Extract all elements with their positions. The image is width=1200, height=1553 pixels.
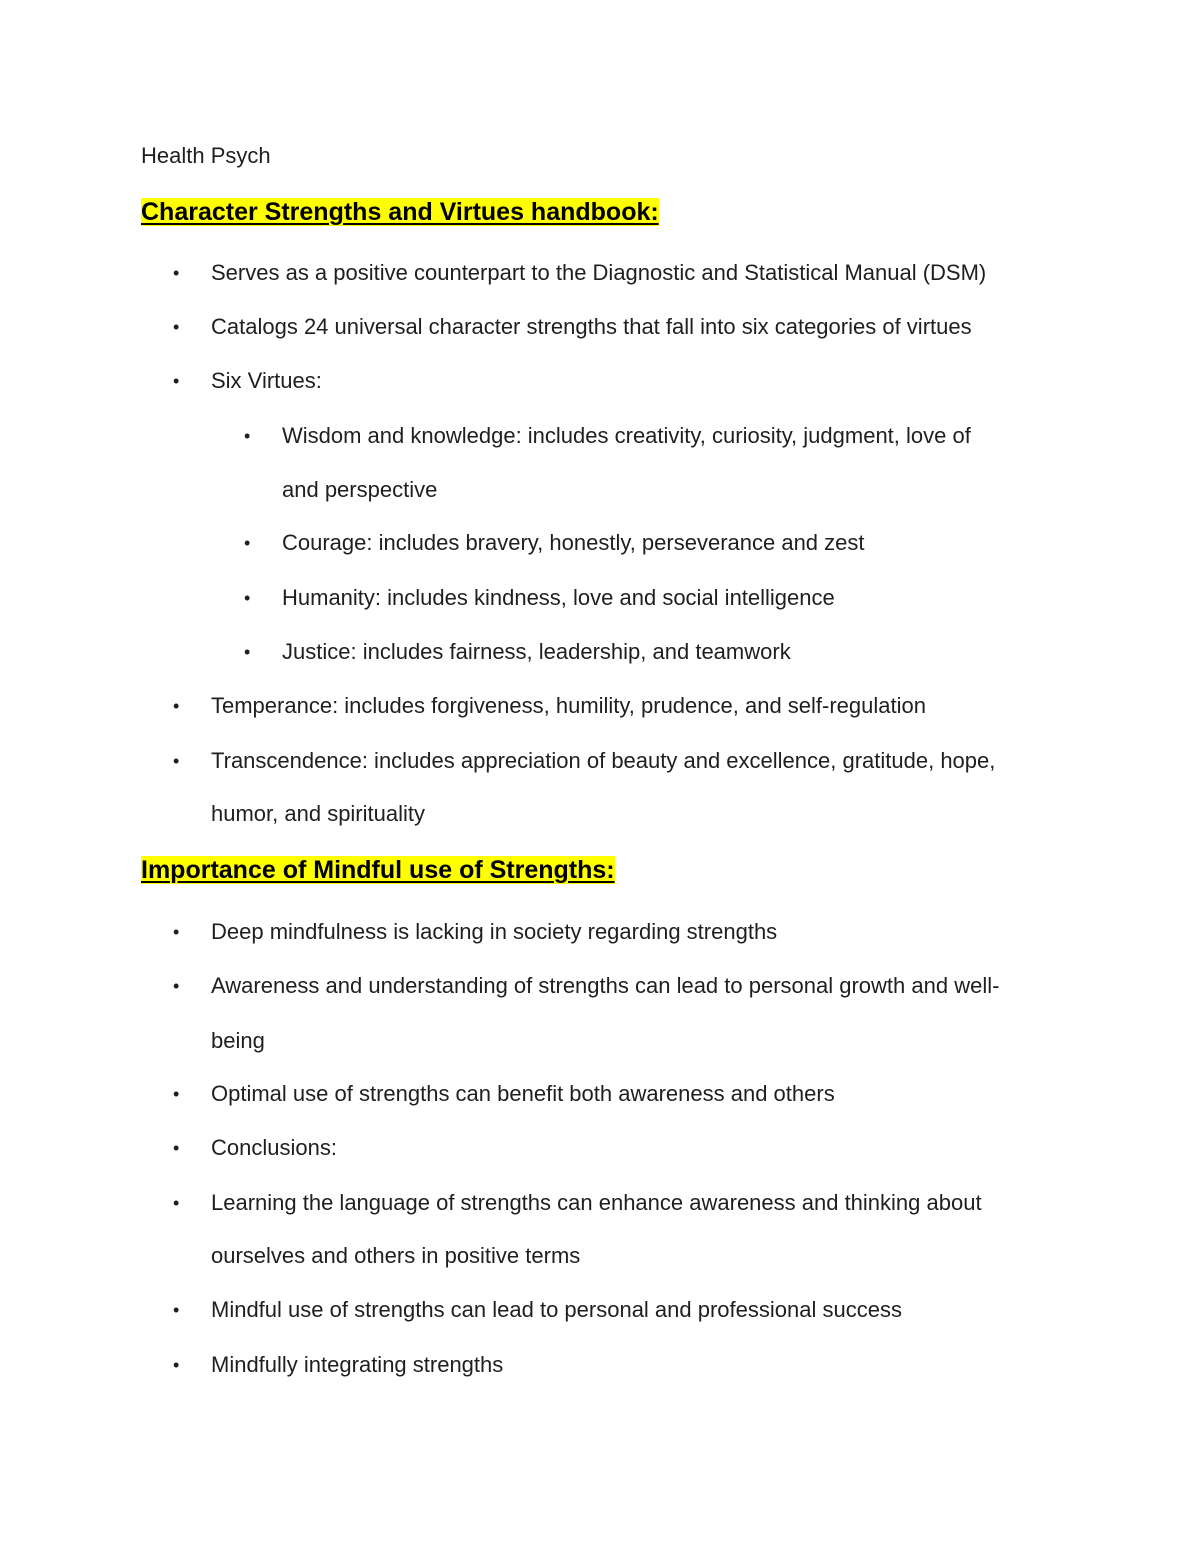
bullet-icon: • [173, 1300, 180, 1320]
section-heading-mindful-strengths [141, 855, 615, 885]
list-item: Mindfully integrating strengths [211, 1352, 504, 1377]
list-item: Catalogs 24 universal character strengths that fall into six categories of virtues [211, 314, 972, 339]
heading-text: Importance of Mindful use of Strengths: [141, 856, 615, 884]
list-item: Six Virtues: [211, 368, 322, 393]
bullet-icon: • [244, 588, 251, 608]
list-item-continuation: ourselves and others in positive terms [211, 1243, 581, 1268]
list-item: Awareness and understanding of strengths can lead to personal growth and well- [211, 973, 1000, 998]
sub-list-item: Wisdom and knowledge: includes creativity, curiosity, judgment, love of [282, 423, 971, 448]
sub-list-item-continuation: and perspective [282, 477, 438, 502]
bullet-icon: • [173, 1193, 180, 1213]
bullet-icon: • [173, 317, 180, 337]
bullet-icon: • [173, 1084, 180, 1104]
sub-list-item: Humanity: includes kindness, love and social intelligence [282, 585, 835, 610]
bullet-icon: • [173, 751, 180, 771]
heading-text: Character Strengths and Virtues handbook: [141, 198, 659, 226]
list-item: Mindful use of strengths can lead to personal and professional success [211, 1297, 902, 1322]
bullet-icon: • [173, 371, 180, 391]
bullet-icon: • [173, 976, 180, 996]
list-item: Transcendence: includes appreciation of beauty and excellence, gratitude, hope, [211, 748, 996, 773]
document-title: Health Psych [141, 143, 271, 168]
bullet-icon: • [173, 1138, 180, 1158]
bullet-icon: • [244, 642, 251, 662]
bullet-icon: • [173, 922, 180, 942]
bullet-icon: • [244, 533, 251, 553]
list-item: Serves as a positive counterpart to the Diagnostic and Statistical Manual (DSM) [211, 260, 987, 285]
bullet-icon: • [173, 263, 180, 283]
bullet-icon: • [173, 1355, 180, 1375]
section-heading-character-strengths [141, 197, 659, 227]
list-item: Temperance: includes forgiveness, humility, prudence, and self-regulation [211, 693, 926, 718]
list-item-continuation: being [211, 1028, 265, 1053]
list-item-continuation: humor, and spirituality [211, 801, 425, 826]
bullet-icon: • [244, 426, 251, 446]
sub-list-item: Courage: includes bravery, honestly, perseverance and zest [282, 530, 865, 555]
list-item: Conclusions: [211, 1135, 337, 1160]
list-item: Deep mindfulness is lacking in society regarding strengths [211, 919, 778, 944]
bullet-icon: • [173, 696, 180, 716]
list-item: Optimal use of strengths can benefit both awareness and others [211, 1081, 835, 1106]
list-item: Learning the language of strengths can enhance awareness and thinking about [211, 1190, 982, 1215]
sub-list-item: Justice: includes fairness, leadership, and teamwork [282, 639, 791, 664]
